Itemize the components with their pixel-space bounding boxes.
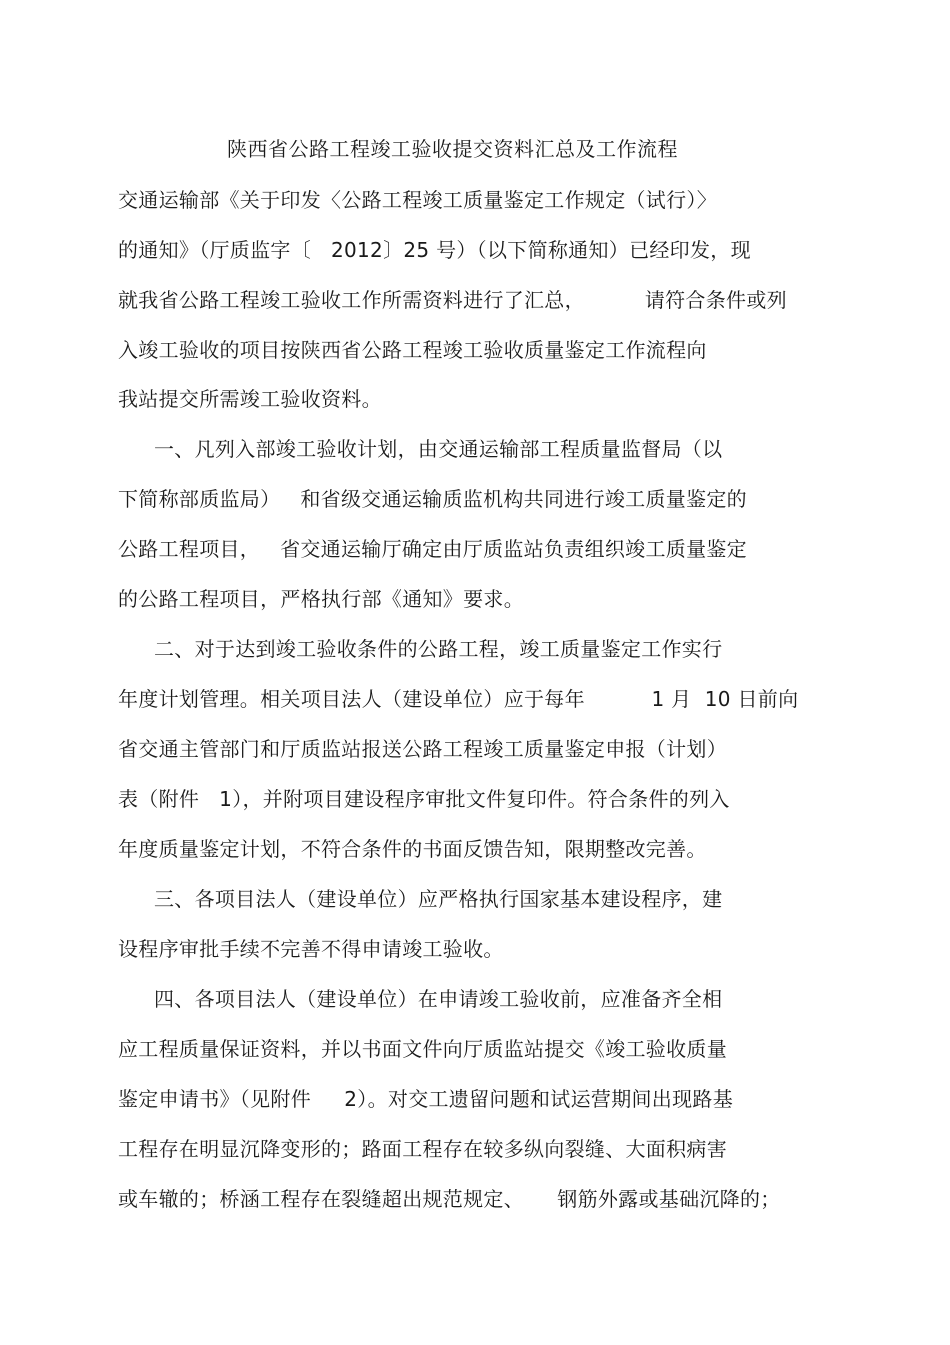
text-line: 省交通主管部门和厅质监站报送公路工程竣工质量鉴定申报（计划） (118, 737, 727, 761)
text-line: 三、各项目法人（建设单位）应严格执行国家基本建设程序，建 (154, 887, 723, 911)
text-line: 表（附件 1），并附项目建设程序审批文件复印件。符合条件的列入 (118, 787, 730, 811)
text-line: 一、凡列入部竣工验收计划，由交通运输部工程质量监督局（以 (154, 437, 723, 461)
text-line: 下简称部质监局） 和省级交通运输质监机构共同进行竣工质量鉴定的 (118, 487, 747, 511)
text-line: 的公路工程项目，严格执行部《通知》要求。 (118, 587, 524, 611)
text-line: 二、对于达到竣工验收条件的公路工程，竣工质量鉴定工作实行 (154, 637, 723, 661)
document-title: 陕西省公路工程竣工验收提交资料汇总及工作流程 (227, 137, 678, 161)
text-line: 鉴定申请书》（见附件 2）。对交工遗留问题和试运营期间出现路基 (118, 1087, 734, 1111)
text-line: 或车辙的；桥涵工程存在裂缝超出规范规定、 钢筋外露或基础沉降的； (118, 1187, 781, 1211)
text-line: 应工程质量保证资料，并以书面文件向厅质监站提交《竣工验收质量 (118, 1037, 727, 1061)
text-line: 公路工程项目， 省交通运输厅确定由厅质监站负责组织竣工质量鉴定 (118, 537, 747, 561)
text-line: 入竣工验收的项目按陕西省公路工程竣工验收质量鉴定工作流程向 (118, 338, 707, 362)
text-line: 交通运输部《关于印发〈公路工程竣工质量鉴定工作规定（试行）〉 (118, 188, 717, 212)
text-line: 年度质量鉴定计划，不符合条件的书面反馈告知，限期整改完善。 (118, 837, 707, 861)
text-line: 就我省公路工程竣工验收工作所需资料进行了汇总， 请符合条件或列 (118, 288, 787, 312)
text-line: 设程序审批手续不完善不得申请竣工验收。 (118, 937, 504, 961)
text-line: 我站提交所需竣工验收资料。 (118, 387, 382, 411)
text-line: 工程存在明显沉降变形的；路面工程存在较多纵向裂缝、大面积病害 (118, 1137, 727, 1161)
text-line: 的通知》（厅质监字〔 2012〕25 号）（以下简称通知）已经印发，现 (118, 238, 751, 262)
text-line: 四、各项目法人（建设单位）在申请竣工验收前，应准备齐全相 (154, 987, 723, 1011)
text-line: 年度计划管理。相关项目法人（建设单位）应于每年 1 月 10 日前向 (118, 687, 799, 711)
